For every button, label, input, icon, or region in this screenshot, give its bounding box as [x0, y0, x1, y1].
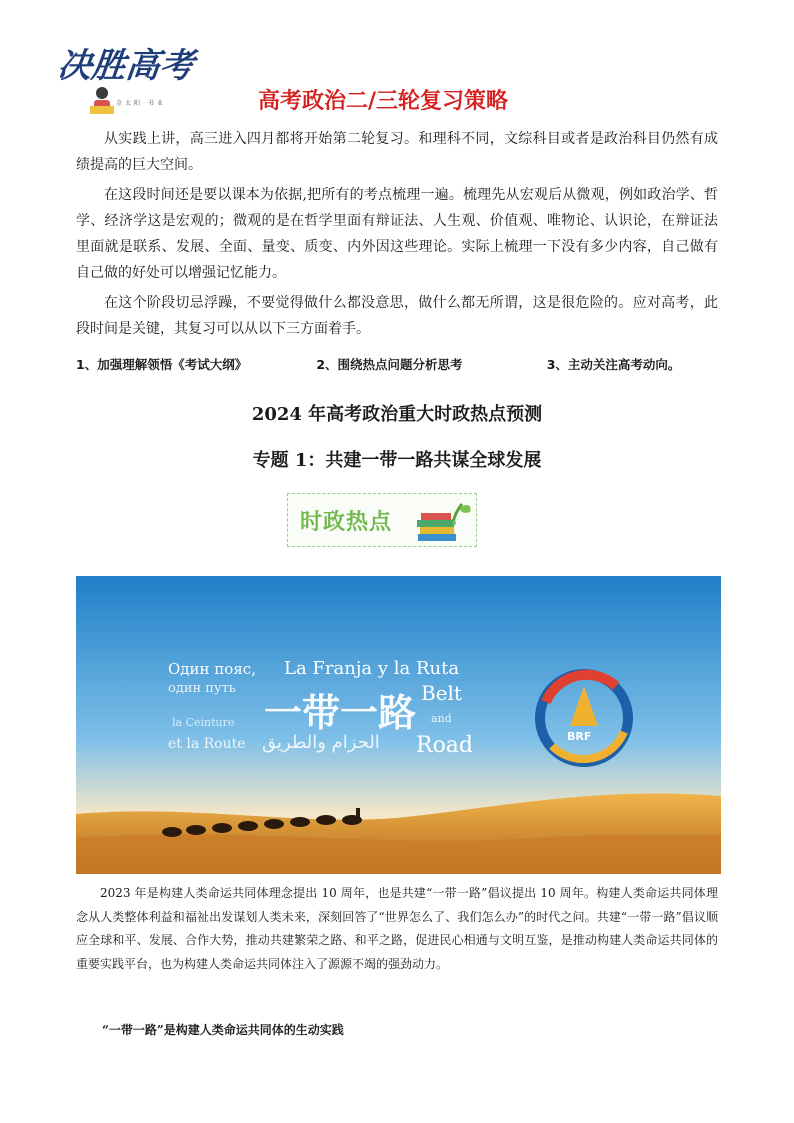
banner-chinese: 一带一路 [264, 691, 417, 735]
method-item-3: 3、主动关注高考动向。 [546, 357, 681, 372]
logo-text: 决胜高考 [55, 46, 196, 86]
banner-russian-1: Один пояс, [168, 660, 256, 678]
intro-paragraph-1: 从实践上讲，高三进入四月都将开始第二轮复习。和理科不同，文综科目或者是政治科目仍然有成绩提高的巨大空间。 [76, 131, 718, 173]
intro-paragraph-2: 在这段时间还是要以课本为依据,把所有的考点梳理一遍。梳理先从宏观后从微观，例如政治学、哲学、经济学这是宏观的；微观的是在哲学里面有辩证法、人生观、价值观、唯物论、认识论，在辩证法里面就是联系、发展、全面、量变、质变、内外因这些理论。实际上梳理一下没有多少内容，自己做有自己做的好处可以增强记忆能力。 [76, 187, 718, 281]
brf-emblem-text: BRF [567, 730, 592, 743]
forecast-title: 2024 年高考政治重大时政热点预测 [251, 404, 543, 425]
logo-figure-icon [88, 84, 116, 118]
banner-arabic: الحزام والطريق [262, 732, 380, 753]
banner-french-1: la Ceinture [172, 716, 235, 729]
belt-and-road-banner [76, 576, 721, 874]
section-subheading: “一带一路”是构建人类命运共同体的生动实践 [102, 1023, 344, 1037]
body-paragraph: 2023 年是构建人类命运共同体理念提出 10 周年，也是共建“一带一路”倡议提出 10 周年。构建人类命运共同体理念从人类整体利益和福祉出发谋划人类未来，深刻回答了“世界怎么了、我们怎么办”的时代之问。共建“一带一路”倡议顺应全球和平、发展、合作大势，推动共建繁荣之路、和平之路，促进民心相通与文明互鉴，是推动构建人类命运共同体的重要实践平台，也为构建人类命运共同体注入了源源不竭的强劲动力。 [76, 886, 718, 971]
method-item-1: 1、加强理解领悟《考试大纲》 [76, 357, 248, 372]
banner-spanish: La Franja y la Ruta [284, 658, 460, 679]
banner-english-belt: Belt [421, 681, 462, 705]
page-headline: 高考政治二/三轮复习策略 [258, 89, 509, 114]
banner-english-road: Road [416, 733, 474, 758]
banner-english-and: and [431, 712, 452, 725]
methods-list [76, 355, 736, 373]
logo-tagline: 金太阳 书业 [116, 100, 166, 107]
banner-french-2: et la Route [168, 736, 246, 752]
hot-topic-badge [287, 493, 477, 547]
method-item-2: 2、围绕热点问题分析思考 [316, 357, 463, 372]
badge-label: 时政热点 [300, 510, 393, 535]
topic-title: 专题 1：共建一带一路共谋全球发展 [252, 450, 542, 471]
intro-paragraph-3: 在这个阶段切忌浮躁，不要觉得做什么都没意思，做什么都无所谓，这是很危险的。应对高考，此段时间是关键，其复习可以从以下三方面着手。 [76, 295, 718, 337]
banner-artwork [76, 576, 721, 874]
banner-russian-2: один путь [168, 681, 236, 696]
books-plant-icon [410, 496, 474, 544]
brand-logo [55, 38, 196, 122]
